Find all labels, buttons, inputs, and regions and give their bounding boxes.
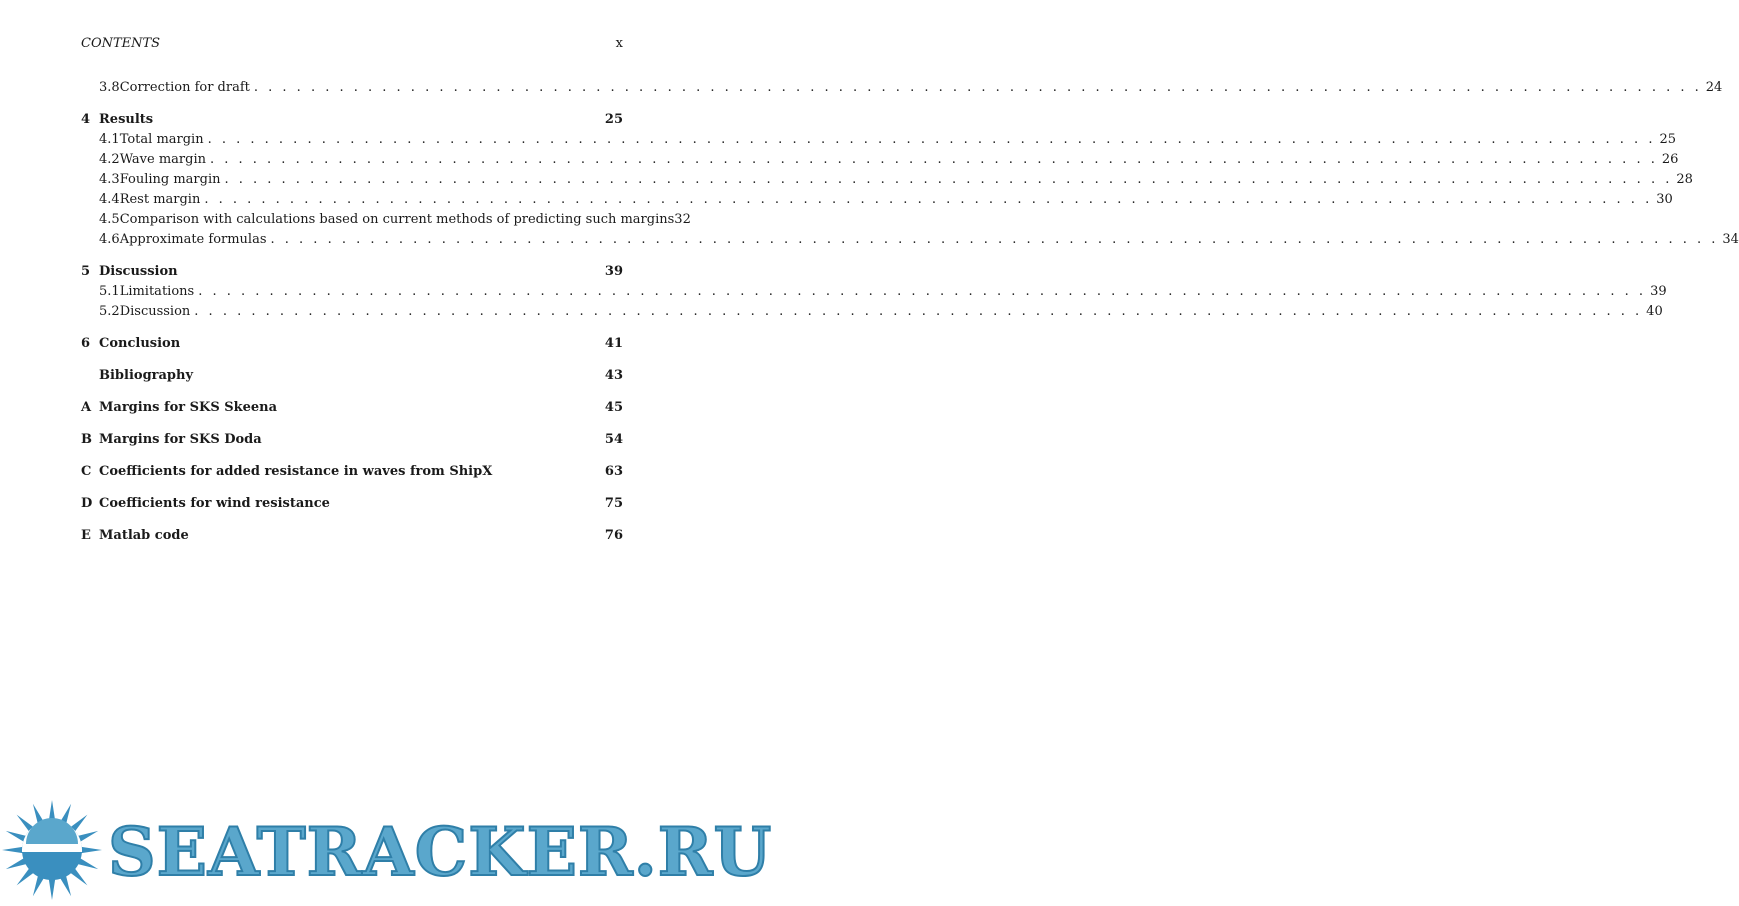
toc-chapter-entry[interactable] [81,494,623,514]
toc-entry-page: 25 [604,112,623,127]
toc-entry-number: 4.6 [99,232,120,247]
toc-entry-number: 4.2 [99,152,120,167]
toc-entry-page: 28 [1676,172,1693,187]
toc-entry-title: Comparison with calculations based on current methods of predicting such margins [119,212,675,227]
toc-section-entry[interactable] [81,302,1663,322]
toc-entry-page: 39 [1650,284,1667,299]
toc-entry-number: 4.1 [99,132,120,147]
toc-entry-title: Wave margin [119,152,206,167]
watermark-text: SEATRACKER.RU [108,813,773,891]
toc-chapter-entry[interactable] [81,398,623,418]
toc-section-entry[interactable] [81,78,1723,98]
toc-entry-page: 25 [1659,132,1677,147]
toc-entry-page: 30 [1656,192,1673,207]
toc-entry-page: 34 [1722,232,1739,247]
dot-leader [208,130,1656,150]
toc-chapter-entry[interactable] [81,334,623,354]
toc-entry-page: 63 [604,464,623,479]
toc-entry-title: Correction for draft [119,80,250,95]
toc-entry-title: Coefficients for wind resistance [99,496,330,511]
sun-ray [80,847,102,854]
toc-entry-number: 3.8 [99,80,120,95]
dot-leader [194,302,1642,322]
toc-section-entry[interactable] [81,170,1693,190]
table-of-contents [81,78,1739,546]
running-header-page: x [615,36,623,51]
toc-section-entry[interactable] [81,190,1673,210]
dot-leader [198,282,1646,302]
toc-entry-title: Margins for SKS Doda [99,432,262,447]
toc-entry-title: Margins for SKS Skeena [99,400,278,415]
toc-entry-number: 5.2 [99,304,120,319]
toc-entry-number: 5 [81,264,91,279]
toc-entry-title: Matlab code [99,528,189,543]
toc-entry-number: A [81,400,92,415]
toc-section-entry[interactable] [81,150,1679,170]
toc-entry-title: Conclusion [99,336,181,351]
toc-entry-page: 24 [1705,80,1723,95]
dot-leader [271,230,1719,250]
dot-leader [210,150,1658,170]
toc-entry-page: 32 [674,212,691,227]
toc-entry-number: C [81,464,92,479]
toc-chapter-entry[interactable] [81,430,623,450]
toc-entry-title: Discussion [99,264,178,279]
dot-leader [224,170,1672,190]
toc-section-entry[interactable] [81,282,1667,302]
toc-entry-page: 45 [604,400,623,415]
running-header [81,36,623,51]
toc-entry-page: 26 [1661,152,1679,167]
sun-ray [49,878,56,900]
toc-entry-title: Discussion [119,304,191,319]
toc-chapter-entry[interactable] [81,110,623,130]
toc-entry-number: E [81,528,91,543]
toc-section-entry[interactable] [81,230,1739,250]
toc-entry-number: 4 [81,112,91,127]
toc-entry-number: 5.1 [99,284,120,299]
toc-entry-title: Results [99,112,154,127]
running-header-title: CONTENTS [81,36,161,51]
toc-entry-title: Approximate formulas [119,232,267,247]
dot-leader [204,190,1652,210]
toc-entry-number: 6 [81,336,91,351]
toc-entry-number: 4.5 [99,212,120,227]
toc-entry-title: Limitations [119,284,195,299]
toc-entry-title: Fouling margin [119,172,221,187]
toc-section-entry[interactable] [81,210,691,230]
toc-entry-page: 75 [604,496,623,511]
toc-entry-page: 43 [604,368,623,383]
toc-entry-number: B [81,432,92,447]
dot-leader [254,78,1702,98]
toc-chapter-entry[interactable] [81,262,623,282]
toc-entry-page: 40 [1646,304,1663,319]
sun-over-sea-icon [2,800,102,900]
toc-entry-title: Coefficients for added resistance in waves from ShipX [99,464,493,479]
toc-entry-page: 39 [604,264,623,279]
toc-chapter-entry[interactable] [81,366,623,386]
toc-entry-title: Bibliography [99,368,194,383]
toc-entry-page: 41 [604,336,623,351]
toc-chapter-entry[interactable] [81,462,623,482]
toc-entry-number: 4.3 [99,172,120,187]
toc-chapter-entry[interactable] [81,526,623,546]
toc-entry-page: 76 [604,528,623,543]
toc-entry-number: 4.4 [99,192,120,207]
sun-ray [2,847,24,854]
toc-section-entry[interactable] [81,130,1677,150]
toc-entry-number: D [81,496,93,511]
toc-entry-title: Total margin [119,132,204,147]
toc-entry-page: 54 [604,432,623,447]
toc-entry-title: Rest margin [119,192,201,207]
